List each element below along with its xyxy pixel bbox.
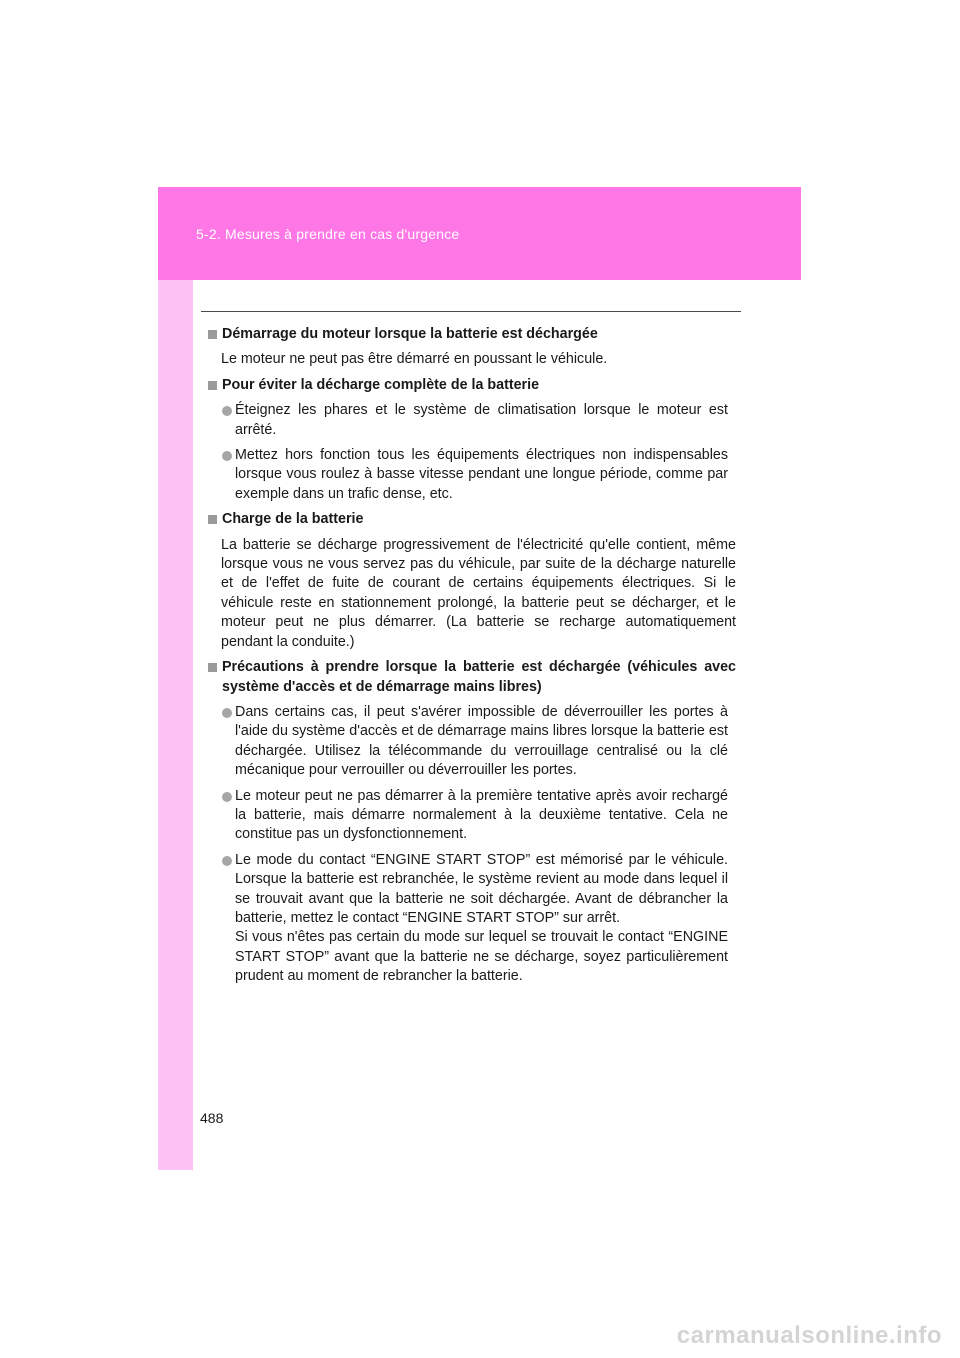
heading-battery-charge: Charge de la batterie <box>208 510 736 529</box>
header-band <box>158 187 801 280</box>
round-bullet-icon <box>222 708 232 718</box>
round-bullet-icon <box>222 856 232 866</box>
square-bullet-icon <box>208 515 217 524</box>
heading-avoid-discharge: Pour éviter la décharge complète de la batterie <box>208 376 736 395</box>
square-bullet-icon <box>208 381 217 390</box>
paragraph: La batterie se décharge progressivement de l'électricité qu'elle contient, même lorsque vous ne vous servez pas du véhicule, par suite de la décharge naturelle et de l'effet de fuite de courant de certains équipements électriques. Si le véhicule reste en stationnement prolongé, la batterie peut se décharger, et le moteur peut ne plus démarrer. (La batterie se recharge automatiquement pendant la conduite.) <box>221 536 736 650</box>
bullet-text-continued: Si vous n'êtes pas certain du mode sur lequel se trouvait le contact “ENGINE START STOP” avant que la batterie ne se décharge, soyez particulièrement prudent au moment de rebrancher la batterie. <box>235 929 728 985</box>
bullet-item: Dans certains cas, il peut s'avérer impossible de déverrouiller les portes à l'aide du système d'accès et de démarrage mains libres lorsque la batterie est déchargée. Utilisez la télécommande du verrouillage centralisé ou la clé mécanique pour verrouiller ou déverrouiller les portes. <box>208 703 736 781</box>
page-number: 488 <box>200 1110 224 1126</box>
side-strip <box>158 280 193 1170</box>
square-bullet-icon <box>208 663 217 672</box>
round-bullet-icon <box>222 406 232 416</box>
round-bullet-icon <box>222 792 232 802</box>
paragraph: Le moteur ne peut pas être démarré en poussant le véhicule. <box>221 351 608 368</box>
bullet-item: Éteignez les phares et le système de climatisation lorsque le moteur est arrêté. <box>208 401 736 440</box>
bullet-text: Le mode du contact “ENGINE START STOP” est mémorisé par le véhicule. Lorsque la batterie est rebranchée, le système revient au mode dans lequel il se trouvait avant que la batterie ne soit déchargée. Avant de débrancher la batterie, mettez le contact “ENGINE START STOP” sur arrêt. <box>235 851 728 926</box>
divider <box>201 311 741 312</box>
section-title: 5-2. Mesures à prendre en cas d'urgence <box>196 226 460 242</box>
watermark: carmanualsonline.info <box>676 1322 942 1349</box>
heading-battery-start: Démarrage du moteur lorsque la batterie est déchargée <box>208 325 736 344</box>
round-bullet-icon <box>222 451 232 461</box>
bullet-item <box>208 851 736 987</box>
heading-precautions: Précautions à prendre lorsque la batterie est déchargée (véhicules avec système d'accès et de démarrage mains libres) <box>208 658 736 697</box>
page-content <box>208 325 736 993</box>
bullet-item: Le moteur peut ne pas démarrer à la première tentative après avoir rechargé la batterie, mais démarre normalement à la deuxième tentative. Cela ne constitue pas un dysfonctionnement. <box>208 787 736 845</box>
square-bullet-icon <box>208 330 217 339</box>
bullet-item: Mettez hors fonction tous les équipements électriques non indispensables lorsque vous roulez à basse vitesse pendant une longue période, comme par exemple dans un trafic dense, etc. <box>208 446 736 504</box>
